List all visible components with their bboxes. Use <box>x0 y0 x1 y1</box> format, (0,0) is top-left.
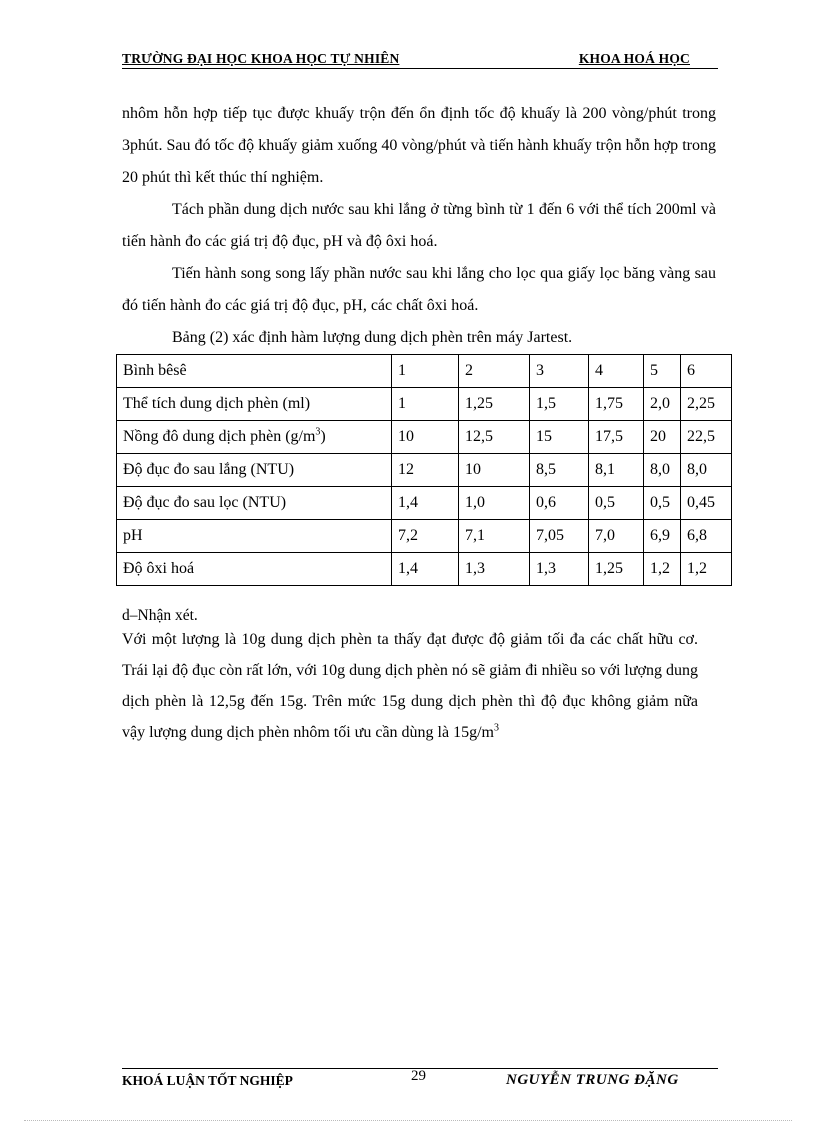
table-cell: 1,4 <box>392 553 459 586</box>
table-cell: 0,5 <box>644 487 681 520</box>
table-cell: 3 <box>530 355 589 388</box>
body-text <box>122 98 716 354</box>
table-cell: 8,5 <box>530 454 589 487</box>
table-row <box>117 487 732 520</box>
table-cell: 12 <box>392 454 459 487</box>
table-cell: 0,5 <box>589 487 644 520</box>
paragraph-1: nhôm hỗn hợp tiếp tục được khuấy trộn đến ổn định tốc độ khuấy là 200 vòng/phút trong 3phút. Sau đó tốc độ khuấy giảm xuống 40 vòng/phút và tiến hành khuấy trộn hỗn hợp trong 20 phút thì kết thúc thí nghiệm. <box>122 105 716 186</box>
table-cell: 1,75 <box>589 388 644 421</box>
row-label-end: ) <box>320 428 326 445</box>
row-label-superscript: 3 <box>315 426 321 438</box>
table-cell: 1,0 <box>459 487 530 520</box>
page-number: 29 <box>411 1068 426 1084</box>
paragraph-2: Tách phần dung dịch nước sau khi lắng ở từng bình từ 1 đến 6 với thể tích 200ml và tiến hành đo các giá trị độ đục, pH và độ ôxi hoá. <box>122 201 716 250</box>
row-label: Độ ôxi hoá <box>117 553 392 586</box>
footer-thesis-label: KHOÁ LUẬN TỐT NGHIỆP <box>122 1073 293 1088</box>
table-cell: 6 <box>681 355 732 388</box>
table-cell: 22,5 <box>681 421 732 454</box>
table-cell: 0,45 <box>681 487 732 520</box>
row-label <box>117 421 392 454</box>
row-label: Thể tích dung dịch phèn (ml) <box>117 388 392 421</box>
table-cell: 1,2 <box>681 553 732 586</box>
table-row <box>117 520 732 553</box>
table-cell: 6,8 <box>681 520 732 553</box>
remarks-text <box>122 624 698 748</box>
table-cell: 1,25 <box>589 553 644 586</box>
row-label-main: Nồng đô dung dịch phèn (g/m <box>123 428 316 445</box>
row-label: Độ đục đo sau lắng (NTU) <box>117 454 392 487</box>
table-cell: 7,1 <box>459 520 530 553</box>
table-caption: Bảng (2) xác định hàm lượng dung dịch phèn trên máy Jartest. <box>172 329 573 346</box>
table-cell: 2,0 <box>644 388 681 421</box>
table-cell: 1,3 <box>530 553 589 586</box>
row-label: Bình bêsê <box>117 355 392 388</box>
table-cell: 1,2 <box>644 553 681 586</box>
table-cell: 8,1 <box>589 454 644 487</box>
table-cell: 8,0 <box>644 454 681 487</box>
table-cell: 1,5 <box>530 388 589 421</box>
table-cell: 10 <box>392 421 459 454</box>
remarks-superscript: 3 <box>493 722 499 734</box>
table-cell: 17,5 <box>589 421 644 454</box>
table-cell: 6,9 <box>644 520 681 553</box>
row-label: pH <box>117 520 392 553</box>
table-cell: 20 <box>644 421 681 454</box>
table-cell: 7,0 <box>589 520 644 553</box>
table-cell: 12,5 <box>459 421 530 454</box>
table-row <box>117 388 732 421</box>
table-row <box>117 355 732 388</box>
table-cell: 8,0 <box>681 454 732 487</box>
page-bottom-dotted-line <box>24 1120 792 1121</box>
table-cell: 1,3 <box>459 553 530 586</box>
remarks-body: Với một lượng là 10g dung dịch phèn ta thấy đạt được độ giảm tối đa các chất hữu cơ. Trái lại độ đục còn rất lớn, với 10g dung dịch phèn nó sẽ giảm đi nhiều so với lượng dung dịch phèn là 12,5g đến 15g. Trên mức 15g dung dịch phèn thì độ đục không giảm nữa vậy lượng dung dịch phèn nhôm tối ưu cần dùng là 15g/m <box>122 631 698 741</box>
remarks-title: d–Nhận xét. <box>122 607 198 624</box>
table-cell: 1,4 <box>392 487 459 520</box>
table-row <box>117 421 732 454</box>
paragraph-3: Tiến hành song song lấy phần nước sau khi lắng cho lọc qua giấy lọc băng vàng sau đó tiến hành đo các giá trị độ đục, pH, các chất ôxi hoá. <box>122 265 716 314</box>
table-cell: 1 <box>392 388 459 421</box>
table-row <box>117 454 732 487</box>
header-faculty: KHOA HOÁ HỌC <box>578 51 690 66</box>
table-cell: 2 <box>459 355 530 388</box>
jartest-table <box>116 354 732 586</box>
header-university: TRƯỜNG ĐẠI HỌC KHOA HỌC TỰ NHIÊN <box>122 51 400 66</box>
table-cell: 4 <box>589 355 644 388</box>
table-row <box>117 553 732 586</box>
table-cell: 7,2 <box>392 520 459 553</box>
table-cell: 0,6 <box>530 487 589 520</box>
footer-author: NGUYỄN TRUNG ĐẶNG <box>506 1072 679 1088</box>
table-cell: 1,25 <box>459 388 530 421</box>
table-cell: 2,25 <box>681 388 732 421</box>
table-cell: 1 <box>392 355 459 388</box>
row-label: Độ đục đo sau lọc (NTU) <box>117 487 392 520</box>
table-cell: 15 <box>530 421 589 454</box>
page-header <box>122 50 718 69</box>
table-cell: 10 <box>459 454 530 487</box>
table-cell: 5 <box>644 355 681 388</box>
table-cell: 7,05 <box>530 520 589 553</box>
